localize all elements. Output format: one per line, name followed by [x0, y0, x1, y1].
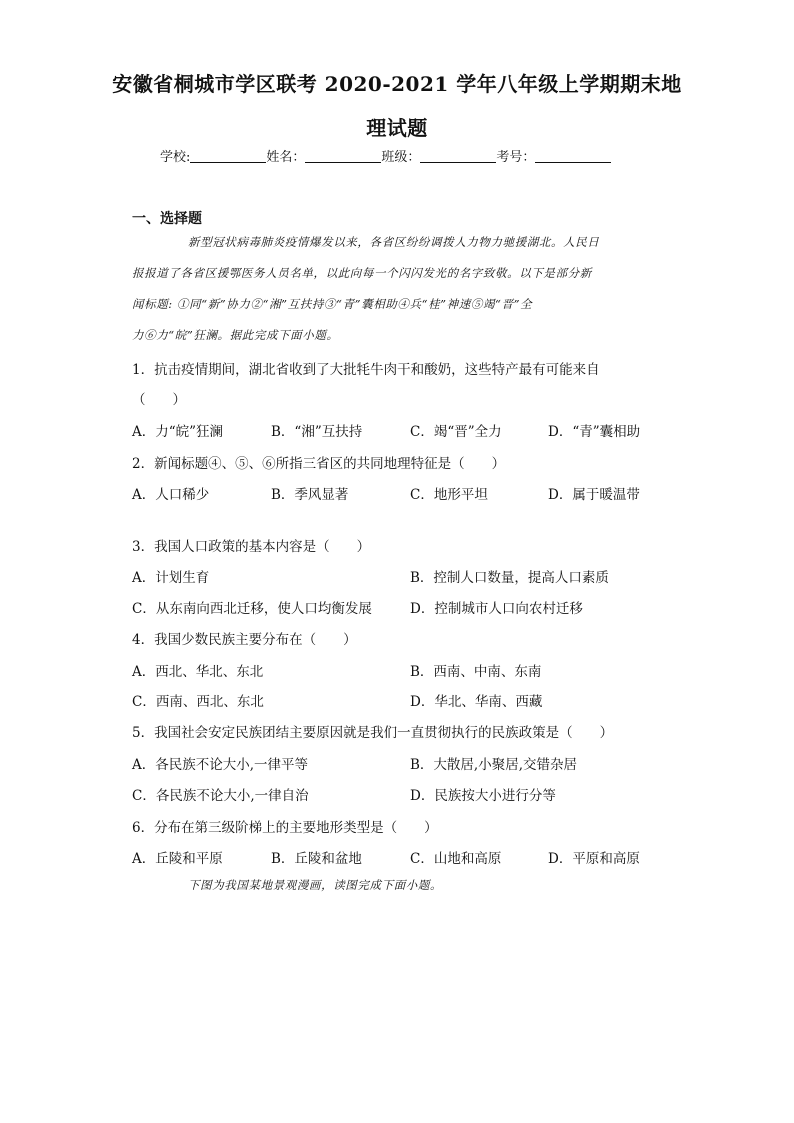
q5-option-d: D．民族按大小进行分等	[410, 788, 556, 804]
question-4-stem: 4．我国少数民族主要分布在（ ）	[132, 632, 357, 648]
q5-option-c: C．各民族不论大小,一律自治	[132, 788, 309, 804]
question-1-stem-cont: （ ）	[132, 392, 186, 408]
question-2-stem: 2．新闻标题④、⑤、⑥所指三省区的共同地理特征是（ ）	[132, 456, 506, 472]
q2-option-c: C．地形平坦	[410, 487, 488, 503]
q2-option-d: D．属于暖温带	[548, 487, 640, 503]
question-6-stem: 6．分布在第三级阶梯上的主要地形类型是（ ）	[132, 820, 438, 836]
q4-option-b: B．西南、中南、东南	[410, 664, 542, 680]
passage-line: 报报道了各省区援鄂医务人员名单，以此向每一个闪闪发光的名字致敬。以下是部分新	[132, 266, 592, 280]
q5-option-a: A．各民族不论大小,一律平等	[132, 757, 309, 773]
q6-option-d: D．平原和高原	[548, 851, 640, 867]
student-info-row	[160, 146, 611, 165]
figure-instruction: 下图为我国某地景观漫画，读图完成下面小题。	[188, 878, 443, 892]
question-1-stem: 1．抗击疫情期间，湖北省收到了大批牦牛肉干和酸奶，这些特产最有可能来自	[132, 362, 600, 378]
name-blank	[305, 148, 381, 163]
passage-line: 闻标题: ①同“新”协力②“湘”互扶持③“青”囊相助④兵“桂”神速⑤竭“晋”全	[132, 297, 533, 311]
exam-number-label: 考号：	[496, 150, 536, 165]
q2-option-b: B．季风显著	[271, 487, 349, 503]
q6-option-c: C．山地和高原	[410, 851, 502, 867]
section-heading: 一、选择题	[132, 211, 202, 227]
question-5-stem: 5．我国社会安定民族团结主要原因就是我们一直贯彻执行的民族政策是（ ）	[132, 725, 614, 741]
q4-option-a: A．西北、华北、东北	[132, 664, 264, 680]
q1-option-b: B．“湘”互扶持	[271, 424, 363, 440]
passage-line: 力⑥力“皖”狂澜。据此完成下面小题。	[132, 328, 339, 342]
q6-option-b: B．丘陵和盆地	[271, 851, 362, 867]
class-blank	[420, 148, 496, 163]
q1-option-d: D．“青”囊相助	[548, 424, 641, 440]
question-3-stem: 3．我国人口政策的基本内容是（ ）	[132, 539, 371, 555]
class-label: 班级：	[381, 150, 421, 165]
q4-option-c: C．西南、西北、东北	[132, 694, 264, 710]
q4-option-d: D．华北、华南、西藏	[410, 694, 543, 710]
exam-title-line2: 理试题	[366, 116, 428, 140]
q1-option-a: A．力“皖”狂澜	[132, 424, 224, 440]
q5-option-b: B．大散居,小聚居,交错杂居	[410, 757, 578, 773]
name-label: 姓名：	[266, 150, 306, 165]
passage-line: 新型冠状病毒肺炎疫情爆发以来，各省区纷纷调拨人力物力驰援湖北。人民日	[188, 235, 600, 249]
q1-option-c: C．竭“晋”全力	[410, 424, 502, 440]
school-blank	[190, 148, 266, 163]
q3-option-b: B．控制人口数量，提高人口素质	[410, 570, 609, 586]
q6-option-a: A．丘陵和平原	[132, 851, 223, 867]
exam-number-blank	[535, 148, 611, 163]
reading-passage	[132, 227, 662, 351]
q2-option-a: A．人口稀少	[132, 487, 210, 503]
q3-option-d: D．控制城市人口向农村迁移	[410, 601, 583, 617]
exam-title-line1: 安徽省桐城市学区联考 2020-2021 学年八年级上学期期末地	[112, 72, 682, 96]
school-label: 学校:	[160, 150, 191, 165]
q3-option-a: A．计划生育	[132, 570, 210, 586]
q3-option-c: C．从东南向西北迁移，使人口均衡发展	[132, 601, 372, 617]
